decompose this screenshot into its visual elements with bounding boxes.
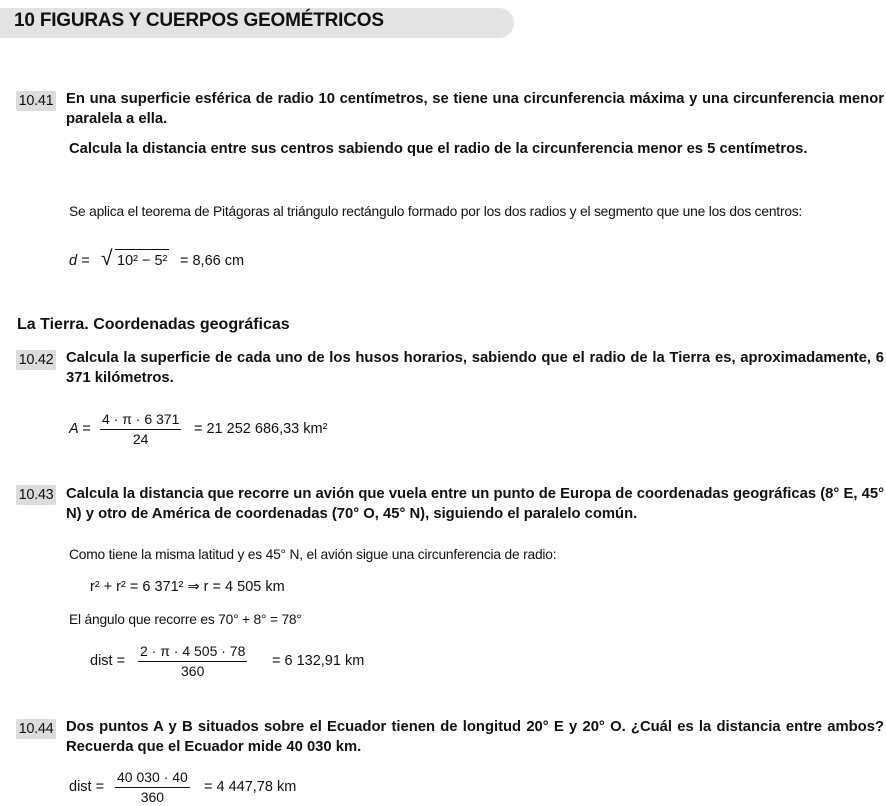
fraction-numerator: 40 030 · 40	[115, 769, 190, 788]
fraction-denominator: 24	[132, 431, 149, 447]
exercise-10-41-answer-text: Se aplica el teorema de Pitágoras al triángulo rectángulo formado por los dos radios y el segmento que une los dos centros:	[69, 204, 803, 219]
exercise-10-43-equation: r² + r² = 6 371² ⇒ r = 4 505 km	[90, 579, 285, 595]
formula-lhs: A =	[69, 421, 91, 437]
fraction-denominator: 360	[181, 663, 205, 679]
fraction-numerator: 2 · π · 4 505 · 78	[138, 643, 247, 662]
exercise-10-43-answer-text-2: El ángulo que recorre es 70° + 8° = 78°	[69, 612, 302, 627]
exercise-10-42-result: = 21 252 686,33 km²	[194, 421, 328, 437]
exercise-10-44-question: Dos puntos A y B situados sobre el Ecuador tienen de longitud 20° E y 20° O. ¿Cuál es la distancia entre ambos? Recuerda que el Ecuador mide 40 030 km.	[66, 719, 884, 755]
exercise-10-43-fraction	[138, 643, 247, 680]
exercise-10-43-result: = 6 132,91 km	[272, 653, 365, 669]
exercise-10-43-answer-text-1: Como tiene la misma latitud y es 45° N, el avión sigue una circunferencia de radio:	[69, 547, 557, 562]
chapter-title: 10 FIGURAS Y CUERPOS GEOMÉTRICOS	[14, 10, 384, 31]
exercise-10-41-formula-lhs	[69, 251, 90, 271]
exercise-10-44-fraction	[115, 769, 190, 806]
fraction-denominator: 360	[140, 789, 165, 805]
exercise-10-44-formula-lhs: dist =	[69, 779, 105, 795]
fraction-numerator: 4 · π · 6 371	[100, 411, 181, 430]
sqrt-sign: √	[101, 247, 113, 270]
exercise-10-41-formula-result: = 8,66 cm	[180, 253, 245, 269]
exercise-number-10-42: 10.42	[16, 350, 56, 370]
exercise-number-10-44: 10.44	[16, 719, 56, 739]
exercise-number-10-41: 10.41	[16, 91, 56, 111]
exercise-10-42-formula-lhs	[69, 419, 91, 439]
exercise-10-42-fraction	[100, 411, 181, 448]
exercise-10-43-formula-lhs: dist =	[90, 653, 126, 669]
exercise-10-42-question: Calcula la superficie de cada uno de los husos horarios, sabiendo que el radio de la Tierra es, aproximadamente, 6 371 kilómetros.	[66, 350, 884, 386]
exercise-10-41-statement: En una superficie esférica de radio 10 centímetros, se tiene una circunferencia máxima y una circunferencia menor paralela a ella.	[66, 91, 884, 127]
exercise-10-43-question: Calcula la distancia que recorre un avión que vuela entre un punto de Europa de coordenadas geográficas (8° E, 45° N) y otro de América de coordenadas (70° O, 45° N), siguiendo el paralelo común.	[66, 486, 884, 522]
formula-lhs: d =	[69, 253, 90, 269]
sqrt-radicand: 10² − 5²	[115, 249, 169, 271]
exercise-10-44-result: = 4 447,78 km	[204, 779, 297, 795]
section-title: La Tierra. Coordenadas geográficas	[17, 316, 290, 333]
exercise-number-10-43: 10.43	[16, 485, 56, 505]
exercise-10-41-question: Calcula la distancia entre sus centros sabiendo que el radio de la circunferencia menor es 5 centímetros.	[69, 141, 808, 157]
